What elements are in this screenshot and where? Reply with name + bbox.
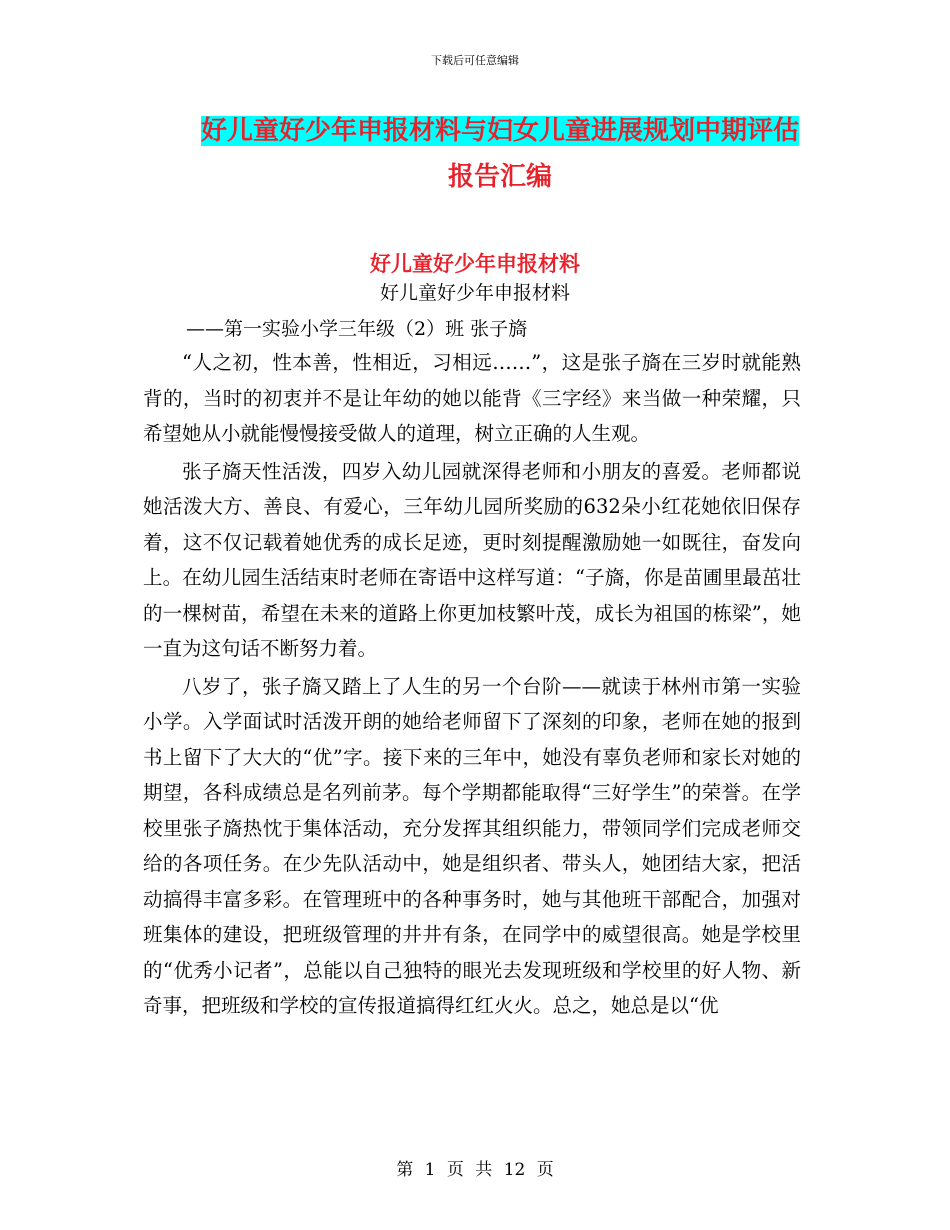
main-title-line-1: 好儿童好少年申报材料与妇女儿童进展规划中期评估 bbox=[200, 116, 799, 146]
paragraph-1: “人之初，性本善，性相近，习相远……”，这是张子旖在三岁时就能熟背的，当时的初衷并不是让年幼的她以能背《三字经》来当做一种荣耀，只希望她从小就能慢慢接受做人的道理，树立正确的人生观。 bbox=[143, 351, 801, 445]
document-main-title bbox=[150, 108, 850, 200]
section-title: 好儿童好少年申报材料 bbox=[370, 252, 580, 276]
author-line: ——第一实验小学三年级（2）班 张子旖 bbox=[186, 318, 528, 340]
main-title-line-2: 报告汇编 bbox=[447, 162, 552, 192]
header-note: 下载后可任意编辑 bbox=[431, 54, 519, 67]
subtitle: 好儿童好少年申报材料 bbox=[379, 282, 570, 304]
page-footer: 第 1 页 共 12 页 bbox=[396, 1160, 554, 1180]
paragraph-3: 八岁了，张子旖又踏上了人生的另一个台阶——就读于林州市第一实验小学。入学面试时活泼开朗的她给老师留下了深刻的印象，老师在她的报到书上留下了大大的“优”字。接下来的三年中，她没有辜负老师和家长对她的期望，各科成绩总是名列前茅。每个学期都能取得“三好学生”的荣誉。在学校里张子旖热忱于集体活动，充分发挥其组织能力，带领同学们完成老师交给的各项任务。在少先队活动中，她是组织者、带头人，她团结大家，把活动搞得丰富多彩。在管理班中的各种事务时，她与其他班干部配合，加强对班集体的建设，把班级管理的井井有条，在同学中的威望很高。她是学校里的“优秀小记者”，总能以自己独特的眼光去发现班级和学校里的好人物、新奇事，把班级和学校的宣传报道搞得红红火火。总之，她总是以“优 bbox=[143, 674, 801, 1017]
paragraph-2: 张子旖天性活泼，四岁入幼儿园就深得老师和小朋友的喜爱。老师都说她活泼大方、善良、有爱心，三年幼儿园所奖励的632朵小红花她依旧保存着，这不仅记载着她优秀的成长足迹，更时刻提醒激励她一如既往，奋发向上。在幼儿园生活结束时老师在寄语中这样写道：“子旖，你是苗圃里最茁壮的一棵树苗，希望在未来的道路上你更加枝繁叶茂，成长为祖国的栋梁”，她一直为这句话不断努力着。 bbox=[143, 459, 801, 660]
body-text bbox=[143, 345, 801, 1026]
